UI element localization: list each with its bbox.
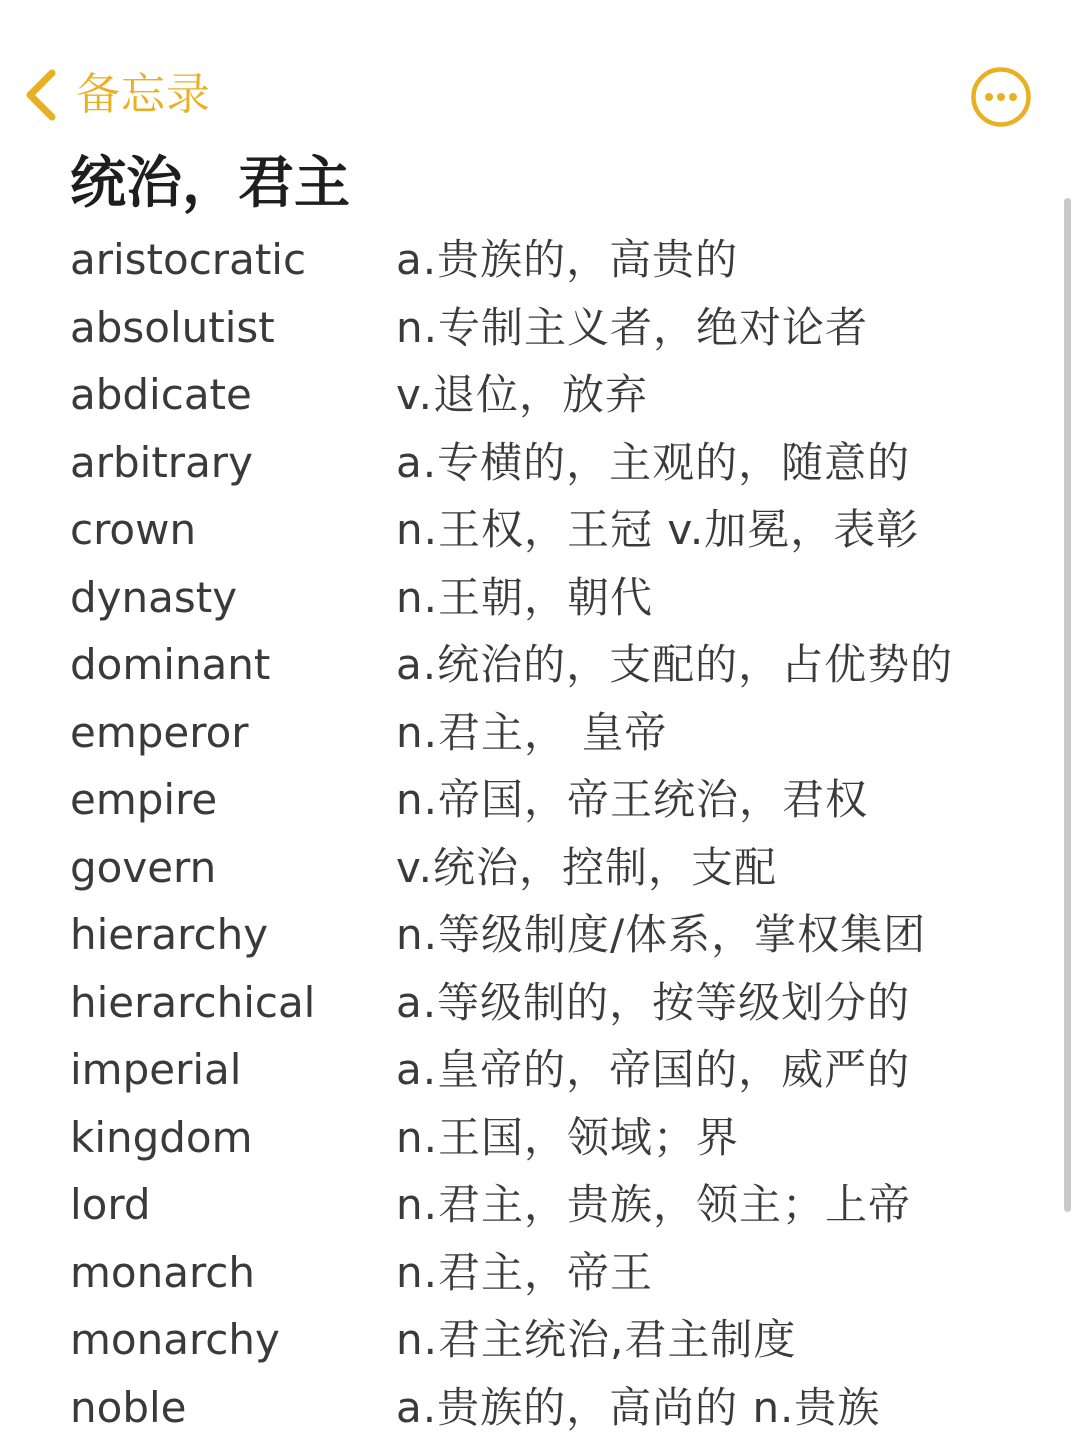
definition: a.等级制的，按等级划分的 [396,969,910,1036]
definition: n.专制主义者，绝对论者 [396,294,868,361]
vocab-row[interactable] [0,631,1060,699]
term: abdicate [70,361,252,428]
vocab-row[interactable] [0,766,1060,834]
definition: n.帝国，帝王统治，君权 [396,766,868,833]
back-button-label: 备忘录 [76,73,211,117]
vocab-row[interactable] [0,294,1060,362]
definition: n.等级制度/体系，掌权集团 [396,901,926,968]
vocab-row[interactable] [0,429,1060,497]
term: emperor [70,699,249,766]
term: aristocratic [70,226,306,293]
vocab-row[interactable] [0,361,1060,429]
navigation-bar [0,0,1080,145]
term: arbitrary [70,429,253,496]
vocab-row[interactable] [0,1036,1060,1104]
definition: n.君主，帝王 [396,1239,653,1306]
term: hierarchical [70,969,315,1036]
vocab-row[interactable] [0,564,1060,632]
vocab-row[interactable] [0,699,1060,767]
term: monarchy [70,1306,280,1373]
vocab-row[interactable] [0,1306,1060,1374]
definition: n.君主，贵族，领主；上帝 [396,1171,911,1238]
vocab-list [0,226,1060,1441]
definition: a.皇帝的，帝国的，威严的 [396,1036,910,1103]
term: empire [70,766,217,833]
definition: a.统治的，支配的，占优势的 [396,631,953,698]
term: noble [70,1374,186,1441]
definition: n.王国，领域；界 [396,1104,739,1171]
definition: n.君主， 皇帝 [396,699,667,766]
more-options-button[interactable] [970,66,1032,128]
vocab-row[interactable] [0,1171,1060,1239]
scrollbar[interactable] [1064,198,1071,1212]
vocab-row[interactable] [0,1374,1060,1441]
vocab-row[interactable] [0,969,1060,1037]
definition: a.贵族的，高尚的 n.贵族 [396,1374,880,1441]
term: imperial [70,1036,241,1103]
definition: n.王朝，朝代 [396,564,653,631]
vocab-row[interactable] [0,226,1060,294]
ellipsis-circle-icon [970,66,1032,128]
definition: v.统治，控制，支配 [396,834,777,901]
term: dynasty [70,564,237,631]
vocab-row[interactable] [0,496,1060,564]
chevron-left-icon [22,67,62,123]
term: dominant [70,631,270,698]
definition: a.专横的，主观的，随意的 [396,429,910,496]
vocab-row[interactable] [0,834,1060,902]
note-title[interactable]: 统治，君主 [70,148,350,220]
definition: v.退位，放弃 [396,361,648,428]
vocab-row[interactable] [0,1239,1060,1307]
term: hierarchy [70,901,268,968]
term: govern [70,834,216,901]
definition: n.王权，王冠 v.加冕，表彰 [396,496,919,563]
term: absolutist [70,294,275,361]
vocab-row[interactable] [0,1104,1060,1172]
term: crown [70,496,196,563]
back-button[interactable] [22,64,211,126]
vocab-row[interactable] [0,901,1060,969]
definition: a.贵族的，高贵的 [396,226,738,293]
term: lord [70,1171,151,1238]
term: kingdom [70,1104,253,1171]
definition: n.君主统治,君主制度 [396,1306,796,1373]
term: monarch [70,1239,255,1306]
